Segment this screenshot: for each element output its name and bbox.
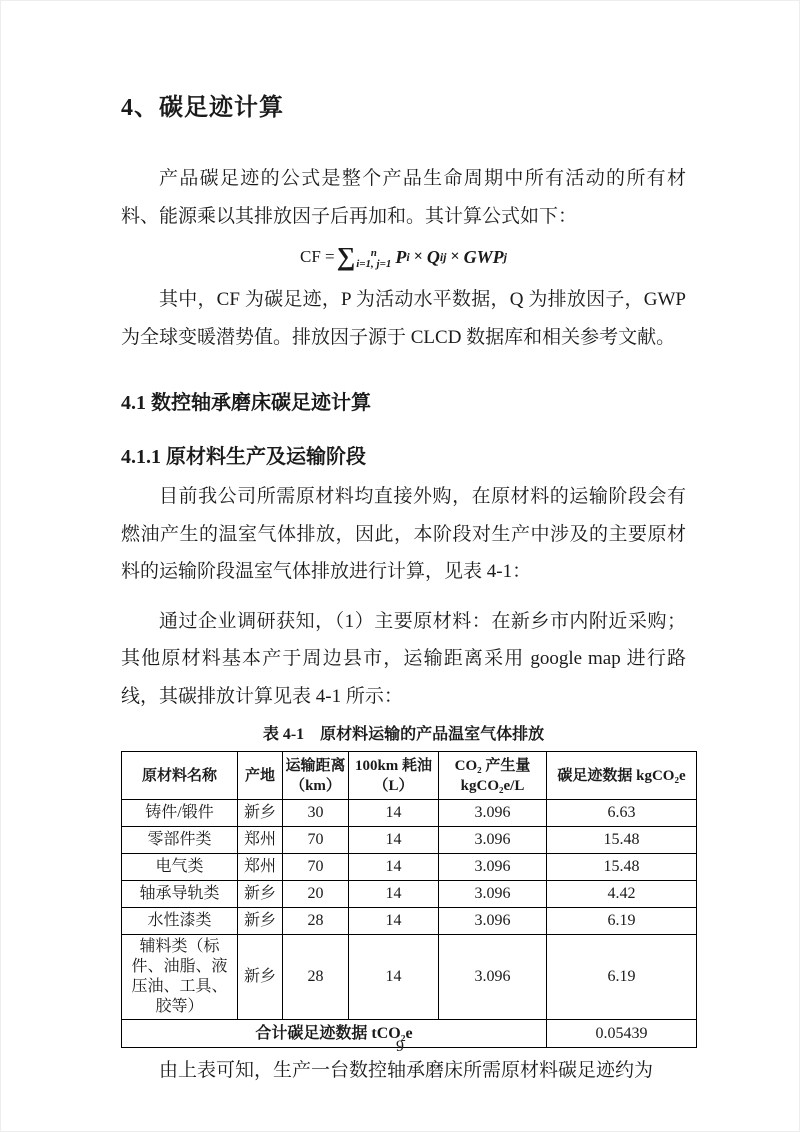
table-cell: 30 <box>283 800 349 827</box>
table-cell: 新乡 <box>238 881 283 908</box>
table-cell: 14 <box>349 800 439 827</box>
summation-symbol: ∑ n i=1, j=1 <box>336 242 392 271</box>
table-cell: 电气类 <box>122 854 238 881</box>
table-row <box>122 881 697 908</box>
table-row <box>122 854 697 881</box>
multiply-operator: × <box>413 248 423 265</box>
table-cell: 3.096 <box>439 908 547 935</box>
formula-term-q: Q <box>426 246 440 267</box>
table-cell: 28 <box>283 908 349 935</box>
formula-term-gwp: GWP <box>463 246 504 267</box>
table-cell: 15.48 <box>547 827 697 854</box>
table-cell: 铸件/锻件 <box>122 800 238 827</box>
table-cell: 14 <box>349 854 439 881</box>
summation-upper-limit: n <box>370 247 377 259</box>
table-cell: 14 <box>349 881 439 908</box>
table-cell: 新乡 <box>238 935 283 1020</box>
table-cell: 3.096 <box>439 800 547 827</box>
paragraph-intro: 产品碳足迹的公式是整个产品生命周期中所有活动的所有材料、能源乘以其排放因子后再加和。其计算公式如下： <box>121 168 686 227</box>
table-cell: 郑州 <box>238 854 283 881</box>
paragraph-survey: 通过企业调研获知，（1）主要原材料：在新乡市内附近采购；其他原材料基本产于周边县市，运输距离采用 google map 进行路线，其碳排放计算见表 4-1 所示： <box>121 610 686 707</box>
column-header-fuel: 100km 耗油（L） <box>349 752 439 800</box>
table-cell: 6.63 <box>547 800 697 827</box>
column-header-footprint: 碳足迹数据 kgCO₂e <box>547 752 697 800</box>
total-value: 0.05439 <box>547 1020 697 1048</box>
paragraph-conclusion: 由上表可知，生产一台数控轴承磨床所需原材料碳足迹约为 <box>159 1060 654 1081</box>
heading-4-1-1: 4.1.1 原材料生产及运输阶段 <box>121 446 366 468</box>
table-row <box>122 908 697 935</box>
table-cell: 3.096 <box>439 935 547 1020</box>
paragraph-formula-explanation: 其中，CF 为碳足迹，P 为活动水平数据，Q 为排放因子，GWP 为全球变暖潜势值。排放因子源于 CLCD 数据库和相关参考文献。 <box>121 289 686 348</box>
table-cell: 3.096 <box>439 854 547 881</box>
table-cell: 6.19 <box>547 908 697 935</box>
total-label: 合计碳足迹数据 tCO₂e <box>122 1020 547 1048</box>
table-cell: 70 <box>283 854 349 881</box>
table-cell: 轴承导轨类 <box>122 881 238 908</box>
table-row <box>122 827 697 854</box>
table-cell: 15.48 <box>547 854 697 881</box>
table-cell: 28 <box>283 935 349 1020</box>
heading-4-1: 4.1 数控轴承磨床碳足迹计算 <box>121 392 371 414</box>
table-header-row <box>122 752 697 800</box>
table-cell: 6.19 <box>547 935 697 1020</box>
table-row <box>122 800 697 827</box>
multiply-operator: × <box>450 248 460 265</box>
table-cell: 3.096 <box>439 881 547 908</box>
carbon-footprint-formula: CF = ∑ n i=1, j=1 P i × Q ij × GWP j <box>300 242 507 271</box>
table-cell: 14 <box>349 935 439 1020</box>
table-cell: 郑州 <box>238 827 283 854</box>
table-cell: 辅料类（标件、油脂、液压油、工具、胶等） <box>122 935 238 1020</box>
page-number: 9 <box>396 1038 404 1055</box>
table-caption: 表 4-1 原材料运输的产品温室气体排放 <box>262 726 545 743</box>
table-cell: 14 <box>349 908 439 935</box>
table-cell: 零部件类 <box>122 827 238 854</box>
column-header-distance: 运输距离（km） <box>283 752 349 800</box>
summation-lower-limit: i=1, j=1 <box>356 258 392 270</box>
table-row <box>122 935 697 1020</box>
table-cell: 14 <box>349 827 439 854</box>
column-header-co2: CO₂ 产生量 kgCO₂e/L <box>439 752 547 800</box>
materials-emissions-table <box>121 751 697 1048</box>
table-cell: 4.42 <box>547 881 697 908</box>
column-header-origin: 产地 <box>238 752 283 800</box>
paragraph-raw-materials: 目前我公司所需原材料均直接外购，在原材料的运输阶段会有燃油产生的温室气体排放，因此，本阶段对生产中涉及的主要原材料的运输阶段温室气体排放进行计算，见表 4-1： <box>121 486 686 582</box>
formula-term-p: P <box>395 246 407 267</box>
table-cell: 新乡 <box>238 800 283 827</box>
table-cell: 新乡 <box>238 908 283 935</box>
column-header-material: 原材料名称 <box>122 752 238 800</box>
section-title: 4、碳足迹计算 <box>121 95 284 121</box>
table-cell: 3.096 <box>439 827 547 854</box>
table-cell: 70 <box>283 827 349 854</box>
table-cell: 水性漆类 <box>122 908 238 935</box>
table-cell: 20 <box>283 881 349 908</box>
formula-prefix: CF = <box>300 247 335 266</box>
